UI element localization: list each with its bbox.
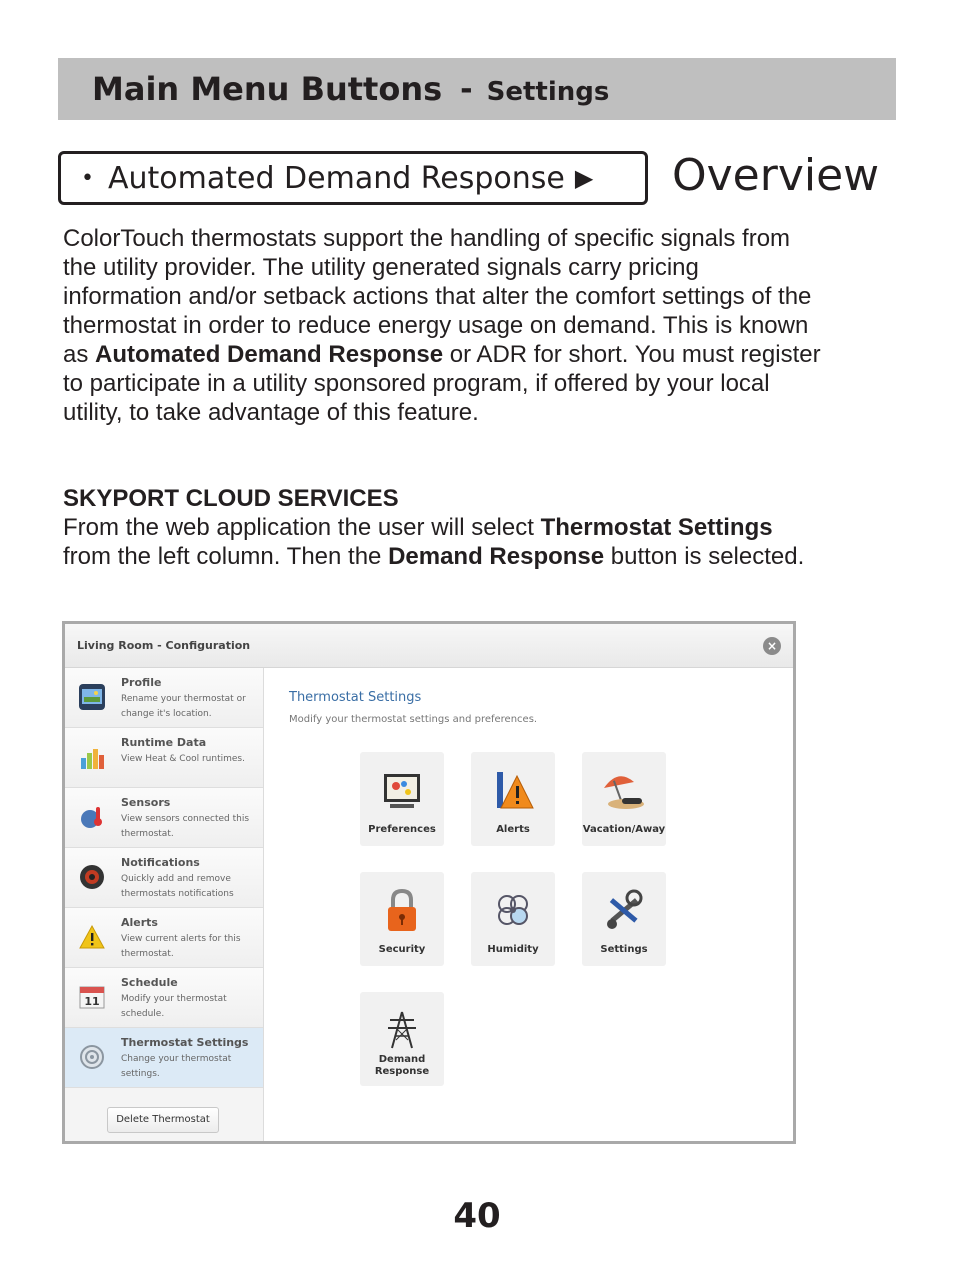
main-title: Thermostat Settings [289,690,422,705]
preferences-tile[interactable] [360,752,444,846]
overview-heading: Overview [672,150,880,201]
tile-label: Demand Response [374,1054,430,1077]
sidebar-item-notifications[interactable] [65,848,263,908]
tile-label: Settings [600,944,648,955]
svg-text:11: 11 [84,995,100,1008]
sidebar-item-desc: Change your thermostat settings. [121,1054,232,1079]
skyport-text-3: button is selected. [604,543,805,570]
window-title: Living Room - Configuration [77,639,251,652]
sidebar-item-title: Thermostat Settings [121,1036,249,1049]
power-tower-icon [376,1010,428,1050]
sidebar-item-profile[interactable] [65,668,263,728]
sidebar-item-title: Notifications [121,856,200,869]
close-icon[interactable]: × [763,637,781,655]
tile-label: Preferences [368,824,436,835]
skyport-bold-1: Thermostat Settings [540,514,773,541]
skyport-heading: SKYPORT CLOUD SERVICES [63,485,399,512]
skyport-text-1: From the web application the user will select [63,514,541,541]
header-title: Main Menu Buttons [92,70,443,108]
tile-label: Alerts [496,824,530,835]
app-screenshot [62,621,796,1144]
sidebar-item-title: Schedule [121,976,178,989]
delete-thermostat-button[interactable]: Delete Thermostat [107,1107,219,1133]
play-arrow-icon: ▶ [574,164,594,192]
intro-text-1: ColorTouch thermostats support the handling of specific signals from the utility provider. The utility generated signals carry pricing information and/or setback actions that alter the comfort settings of the thermostat in order to reduce energy usage on demand. This is known as [63,225,812,368]
vacation-icon [598,768,650,814]
sensor-icon [79,804,105,830]
sidebar-item-title: Alerts [121,916,158,929]
header-subtitle: Settings [486,77,610,107]
section-label-box [58,151,648,205]
humidity-tile[interactable] [471,872,555,966]
settings-dial-icon [79,1044,105,1070]
page-number: 40 [453,1196,501,1236]
alerts-tile[interactable] [471,752,555,846]
tile-label: Security [378,944,426,955]
warning-icon [79,924,105,950]
notification-icon [79,864,105,890]
preferences-icon [376,768,428,814]
sidebar-item-schedule[interactable] [65,968,263,1028]
sidebar-item-desc: Quickly add and remove thermostats notifications [121,874,234,899]
alerts-icon [487,768,539,814]
tile-label: Humidity [487,944,539,955]
demand-response-tile[interactable] [360,992,444,1086]
sidebar-item-desc: View current alerts for this thermostat. [121,934,241,959]
intro-paragraph [63,224,823,427]
tile-label: Vacation/Away [582,824,666,835]
sidebar-item-thermostat-settings[interactable] [65,1028,263,1088]
intro-text-2: or ADR for short. You must register to participate in a utility sponsored program, if offered by your local utility, to take advantage of this feature. [63,341,821,426]
header-separator: - [460,71,473,107]
section-label: Automated Demand Response [107,160,565,196]
window-title-bar [65,624,793,668]
sidebar-item-desc: View Heat & Cool runtimes. [121,754,245,764]
tools-icon [598,888,650,934]
security-tile[interactable] [360,872,444,966]
sidebar-item-desc: View sensors connected this thermostat. [121,814,250,839]
sidebar-item-title: Runtime Data [121,736,207,749]
skyport-paragraph [63,513,823,571]
humidity-icon [487,888,539,934]
skyport-text-2: from the left column. Then the [63,543,389,570]
skyport-bold-2: Demand Response [388,543,605,570]
header-bar [58,58,896,120]
sidebar-item-runtime-data[interactable] [65,728,263,788]
bar-chart-icon [79,744,105,770]
calendar-icon [79,984,105,1010]
main-subtitle: Modify your thermostat settings and preferences. [289,714,538,725]
profile-icon [79,684,105,710]
sidebar-item-desc: Rename your thermostat or change it's location. [121,694,246,719]
settings-tile[interactable] [582,872,666,966]
lock-icon [376,888,428,934]
sidebar-item-desc: Modify your thermostat schedule. [121,994,227,1019]
sidebar-item-title: Sensors [121,796,171,809]
bullet: • [81,165,94,191]
sidebar-item-title: Profile [121,676,162,689]
intro-bold-1: Automated Demand Response [95,341,444,368]
settings-sidebar [65,668,264,1141]
vacation-away-tile[interactable] [582,752,666,846]
sidebar-item-alerts[interactable] [65,908,263,968]
sidebar-item-sensors[interactable] [65,788,263,848]
